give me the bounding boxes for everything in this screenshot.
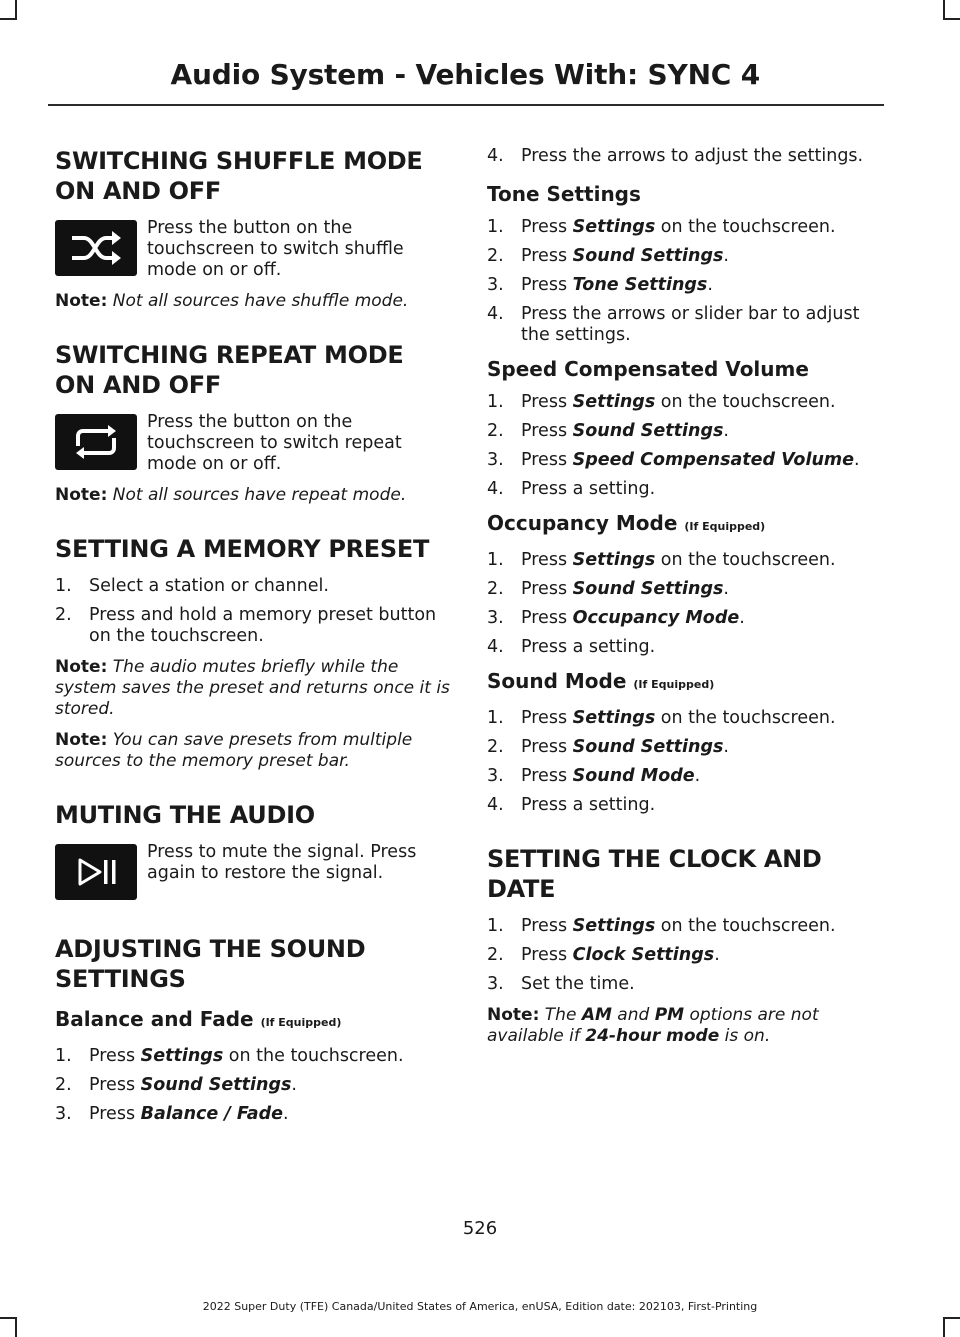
crop-mark	[943, 0, 945, 20]
list-item: 4. Press a setting.	[487, 637, 656, 657]
list-item: 3. Press Speed Compensated Volume.	[487, 450, 860, 470]
list-item: 1. Press Settings on the touchscreen.	[487, 708, 836, 728]
clock-note: Note: The AM and PM options are not available if 24-hour mode is on.	[487, 1005, 819, 1046]
occupancy-heading: Occupancy Mode (If Equipped)	[487, 511, 766, 535]
preset-heading: SETTING A MEMORY PRESET	[55, 535, 430, 563]
page-footer: 2022 Super Duty (TFE) Canada/United States of America, enUSA, Edition date: 202103, First-Printing	[202, 1300, 758, 1313]
occupancy-steps	[487, 550, 882, 658]
shuffle-text: Press the button on the touchscreen to switch shuffle mode on or off.	[147, 218, 404, 280]
clock-heading: SETTING THE CLOCK AND DATE	[487, 845, 822, 903]
list-item: 2. Press Sound Settings.	[487, 246, 729, 266]
list-item: 2. Press Sound Settings.	[487, 737, 729, 757]
repeat-icon	[55, 414, 137, 470]
list-item: 2. Press Sound Settings.	[55, 1075, 297, 1095]
list-item: 2. Press Sound Settings.	[487, 421, 729, 441]
left-column	[55, 146, 450, 1135]
list-item: 1. Press Settings on the touchscreen.	[487, 392, 836, 412]
list-item: 1. Select a station or channel.	[55, 576, 329, 596]
shuffle-icon	[55, 220, 137, 276]
list-item: 2. Press Clock Settings.	[487, 945, 720, 965]
repeat-text: Press the button on the touchscreen to switch repeat mode on or off.	[147, 412, 402, 474]
balance-steps	[55, 1046, 450, 1125]
crop-mark	[943, 1317, 960, 1319]
sound-mode-heading: Sound Mode (If Equipped)	[487, 669, 715, 693]
page-header-title: Audio System - Vehicles With: SYNC 4	[170, 58, 760, 91]
preset-note-1: Note: The audio mutes briefly while the system saves the preset and returns once it is stored.	[55, 657, 450, 719]
page-number: 526	[462, 1218, 498, 1239]
speed-steps	[487, 392, 882, 500]
crop-mark	[15, 1317, 17, 1337]
mute-text: Press to mute the signal. Press again to restore the signal.	[147, 842, 417, 883]
sound-mode-steps	[487, 708, 882, 816]
clock-steps	[487, 916, 882, 995]
list-item: 2. Press Sound Settings.	[487, 579, 729, 599]
sound-settings-heading: ADJUSTING THE SOUND SETTINGS	[55, 935, 366, 993]
crop-mark	[0, 18, 17, 20]
preset-note-2: Note: You can save presets from multiple sources to the memory preset bar.	[55, 730, 413, 771]
list-item: 3. Press Sound Mode.	[487, 766, 701, 786]
list-item: 4. Press the arrows or slider bar to adjust the settings.	[487, 304, 860, 345]
play-pause-icon	[55, 844, 137, 900]
tone-steps	[487, 217, 882, 346]
list-item: 1. Press Settings on the touchscreen.	[487, 217, 836, 237]
shuffle-row	[55, 218, 450, 281]
repeat-note: Note: Not all sources have repeat mode.	[55, 485, 407, 505]
preset-steps	[55, 576, 450, 647]
mute-heading: MUTING THE AUDIO	[55, 801, 315, 829]
mute-row	[55, 842, 450, 900]
shuffle-heading: SWITCHING SHUFFLE MODE ON AND OFF	[55, 147, 423, 205]
list-item: 3. Press Tone Settings.	[487, 275, 713, 295]
crop-mark	[943, 18, 960, 20]
list-item: 2. Press and hold a memory preset button on the touchscreen.	[55, 605, 437, 646]
crop-mark	[15, 0, 17, 20]
speed-heading: Speed Compensated Volume	[487, 357, 809, 381]
crop-mark	[943, 1317, 945, 1337]
crop-mark	[0, 1317, 17, 1319]
list-item: 1. Press Settings on the touchscreen.	[55, 1046, 404, 1066]
list-item: 4. Press a setting.	[487, 795, 656, 815]
list-item: 4. Press a setting.	[487, 479, 656, 499]
list-item: 1. Press Settings on the touchscreen.	[487, 916, 836, 936]
list-item: 1. Press Settings on the touchscreen.	[487, 550, 836, 570]
balance-fade-heading: Balance and Fade (If Equipped)	[55, 1007, 342, 1031]
tone-heading: Tone Settings	[487, 182, 641, 206]
right-column	[487, 146, 882, 1075]
header-rule	[48, 104, 884, 106]
shuffle-note: Note: Not all sources have shuffle mode.	[55, 291, 409, 311]
repeat-heading: SWITCHING REPEAT MODE ON AND OFF	[55, 341, 404, 399]
balance-steps-cont	[487, 146, 882, 167]
list-item: 3. Set the time.	[487, 974, 635, 994]
list-item: 3. Press Balance / Fade.	[55, 1104, 289, 1124]
repeat-row	[55, 412, 450, 475]
list-item: 4. Press the arrows to adjust the settings.	[487, 146, 864, 166]
list-item: 3. Press Occupancy Mode.	[487, 608, 745, 628]
